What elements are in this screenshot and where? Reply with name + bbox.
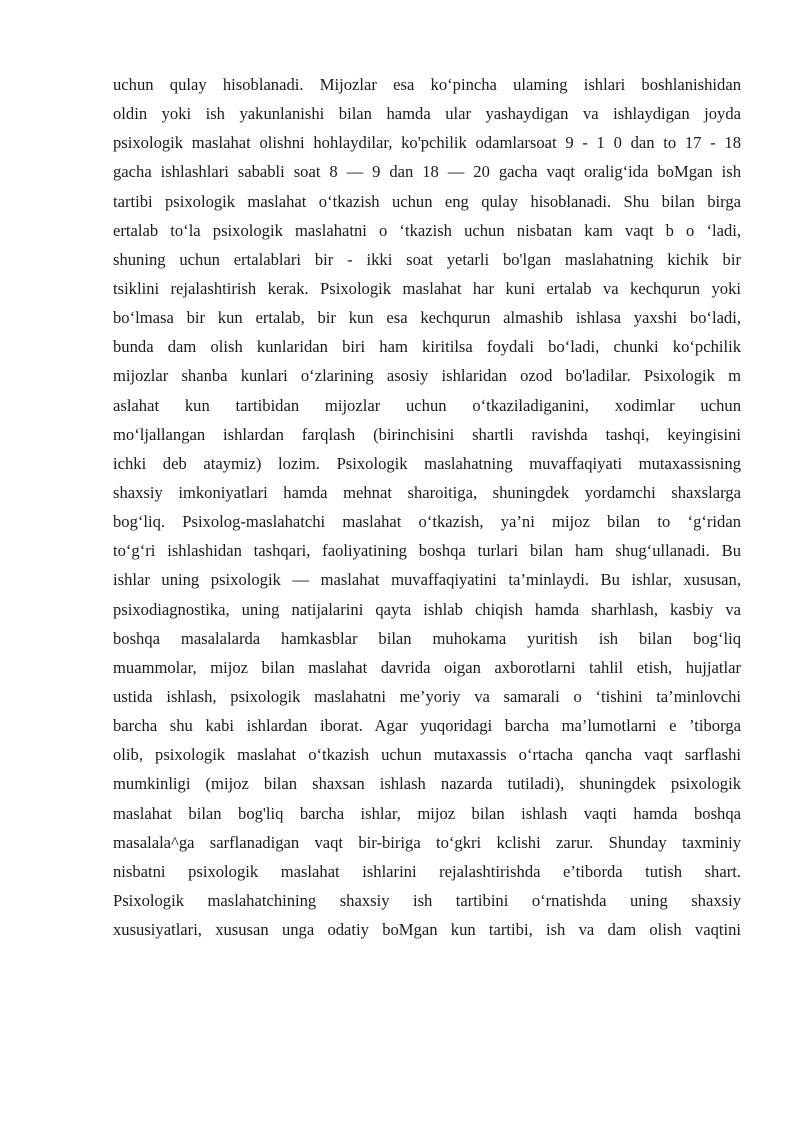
text-line: ichki deb ataymiz) lozim. Psixologik maslahatning muvaffaqiyati mutaxassisning bbox=[113, 453, 741, 473]
text-line: oldin yoki ish yakunlanishi bilan hamda ular yashaydigan va ishlaydigan joyda bbox=[113, 104, 741, 124]
text-line: to‘g‘ri ishlashidan tashqari, faoliyatining boshqa turlari bilan ham shug‘ullanadi. Bu bbox=[113, 541, 741, 561]
text-line: ertalab to‘la psixologik maslahatni o ‘tkazish uchun nisbatan kam vaqt b o ‘ladi, bbox=[113, 220, 741, 240]
text-line: shaxsiy imkoniyatlari hamda mehnat sharoitiga, shuningdek yordamchi shaxslarga bbox=[113, 482, 741, 502]
text-line: olib, psixologik maslahat o‘tkazish uchun mutaxassis o‘rtacha qancha vaqt sarflashi bbox=[113, 745, 741, 765]
text-line: boshqa masalalarda hamkasblar bilan muhokama yuritish ish bilan bog‘liq bbox=[113, 628, 741, 648]
text-line: mumkinligi (mijoz bilan shaxsan ishlash nazarda tutiladi), shuningdek psixologik bbox=[113, 774, 741, 794]
document-body bbox=[113, 70, 741, 944]
text-line: ustida ishlash, psixologik maslahatni me’yoriy va samarali o ‘tishini ta’minlovchi bbox=[113, 686, 741, 706]
text-line: bo‘lmasa bir kun ertalab, bir kun esa kechqurun almashib ishlasa yaxshi bo‘ladi, bbox=[113, 308, 741, 328]
text-line: muammolar, mijoz bilan maslahat davrida oigan axborotlarni tahlil etish, hujjatlar bbox=[113, 657, 741, 677]
text-line: shuning uchun ertalablari bir - ikki soat yetarli bo'lgan maslahatning kichik bir bbox=[113, 249, 741, 269]
text-line: Psixologik maslahatchining shaxsiy ish tartibini o‘rnatishda uning shaxsiy bbox=[113, 890, 741, 910]
text-line: bunda dam olish kunlaridan biri ham kiritilsa foydali bo‘ladi, chunki ko‘pchilik bbox=[113, 337, 741, 357]
text-line: barcha shu kabi ishlardan iborat. Agar yuqoridagi barcha ma’lumotlarni e ’tiborga bbox=[113, 716, 741, 736]
text-line: xususiyatlari, xususan unga odatiy boMgan kun tartibi, ish va dam olish vaqtini bbox=[113, 920, 741, 940]
text-line: psixologik maslahat olishni hohlaydilar, ko'pchilik odamlarsoat 9 - 1 0 dan to 17 - 18 bbox=[113, 133, 741, 153]
text-line: psixodiagnostika, uning natijalarini qayta ishlab chiqish hamda sharhlash, kasbiy va bbox=[113, 599, 741, 619]
text-line: uchun qulay hisoblanadi. Mijozlar esa ko‘pincha ulaming ishlari boshlanishidan bbox=[113, 75, 741, 94]
text-line: nisbatni psixologik maslahat ishlarini rejalashtirishda e’tiborda tutish shart. bbox=[113, 861, 741, 881]
text-line: maslahat bilan bog'liq barcha ishlar, mijoz bilan ishlash vaqti hamda boshqa bbox=[113, 803, 741, 823]
text-line: masalala^ga sarflanadigan vaqt bir-biriga to‘gkri kclishi zarur. Shunday taxminiy bbox=[113, 832, 741, 852]
text-line: bog‘liq. Psixolog-maslahatchi maslahat o‘tkazish, ya’ni mijoz bilan to ‘g‘ridan bbox=[113, 512, 741, 532]
text-line: gacha ishlashlari sababli soat 8 — 9 dan 18 — 20 gacha vaqt oralig‘ida boMgan ish bbox=[113, 162, 741, 182]
text-line: mo‘ljallangan ishlardan farqlash (birinchisini shartli ravishda tashqi, keyingisini bbox=[113, 424, 741, 444]
text-line: tartibi psixologik maslahat o‘tkazish uchun eng qulay hisoblanadi. Shu bilan birga bbox=[113, 191, 741, 211]
text-line: ishlar uning psixologik — maslahat muvaffaqiyatini ta’minlaydi. Bu ishlar, xususan, bbox=[113, 570, 741, 590]
text-line: tsiklini rejalashtirish kerak. Psixologik maslahat har kuni ertalab va kechqurun yoki bbox=[113, 278, 741, 298]
text-line: mijozlar shanba kunlari o‘zlarining asosiy ishlaridan ozod bo'ladilar. Psixologik m bbox=[113, 366, 741, 386]
text-line: aslahat kun tartibidan mijozlar uchun o‘tkaziladiganini, xodimlar uchun bbox=[113, 395, 741, 415]
